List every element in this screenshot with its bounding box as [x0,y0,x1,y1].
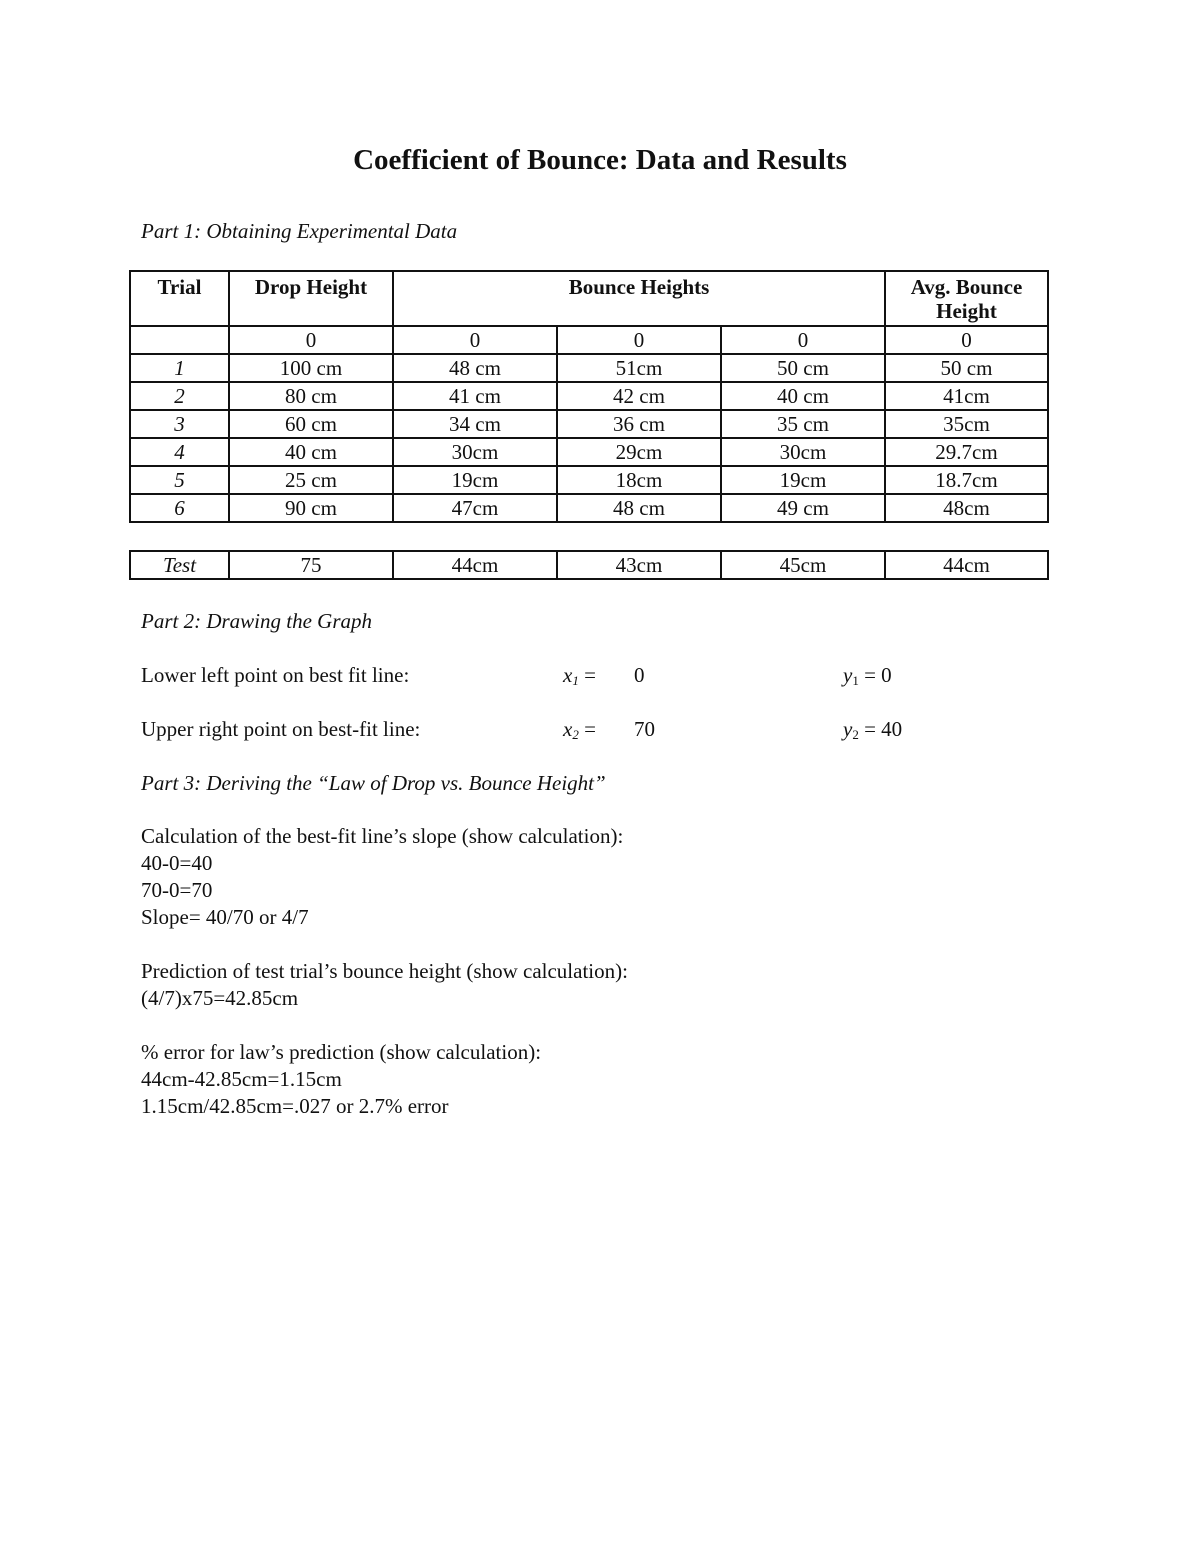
table-cell: 0 [393,326,557,354]
test-trial-table [129,550,1049,580]
x1-value: 0 [634,663,645,687]
calculation-block [141,823,628,1120]
bounce-data-table [129,270,1049,523]
table-cell: 80 cm [229,382,393,410]
table-cell: 60 cm [229,410,393,438]
part3-heading: Part 3: Deriving the “Law of Drop vs. Bounce Height” [141,771,606,795]
table-row-units [130,326,1048,354]
y1-value: $y_1 = 0$ [843,663,892,688]
header-bounce-heights: Bounce Heights [393,271,885,326]
table-row [130,438,1048,466]
upper-point-label: Upper right point on best-fit line: [141,717,421,741]
table-cell: 0 [557,326,721,354]
table-cell [130,326,229,354]
table-row [130,466,1048,494]
slope-prompt: Calculation of the best-fit line’s slope (show calculation): [141,824,624,848]
table-cell: 42 cm [557,382,721,410]
table-row [130,494,1048,522]
table-cell: 45cm [721,551,885,579]
calc-line: (4/7)x75=42.85cm [141,986,299,1010]
test-label: Test [130,551,229,579]
trial-number: 4 [130,438,229,466]
trial-number: 2 [130,382,229,410]
trial-number: 3 [130,410,229,438]
table-cell: 50 cm [721,354,885,382]
table-cell: 44cm [393,551,557,579]
table-cell: 29.7cm [885,438,1048,466]
table-cell: 50 cm [885,354,1048,382]
trial-number: 6 [130,494,229,522]
header-avg-bounce: Avg. Bounce Height [885,271,1048,326]
table-cell: 30cm [721,438,885,466]
table-header-row [130,271,1048,326]
calc-line: 70-0=70 [141,878,213,902]
table-cell: 0 [229,326,393,354]
header-trial: Trial [130,271,229,326]
table-cell: 40 cm [229,438,393,466]
table-cell: 75 [229,551,393,579]
calc-line: 44cm-42.85cm=1.15cm [141,1067,342,1091]
y2-value: $y_2 = 40$ [843,717,903,742]
table-cell: 0 [721,326,885,354]
x2-label: $x_2$ = [563,717,596,742]
table-cell: 30cm [393,438,557,466]
table-cell: 90 cm [229,494,393,522]
prediction-prompt: Prediction of test trial’s bounce height (show calculation): [141,959,628,983]
table-cell: 19cm [721,466,885,494]
table-cell: 18cm [557,466,721,494]
table-cell: 0 [885,326,1048,354]
x1-label: $x_1$ = [563,663,596,688]
page-title: Coefficient of Bounce: Data and Results [353,144,847,176]
table-row [130,382,1048,410]
table-cell: 19cm [393,466,557,494]
error-prompt: % error for law’s prediction (show calculation): [141,1040,542,1064]
table-cell: 43cm [557,551,721,579]
header-drop-height: Drop Height [229,271,393,326]
calc-line: 1.15cm/42.85cm=.027 or 2.7% error [141,1094,449,1118]
table-cell: 47cm [393,494,557,522]
table-row [130,354,1048,382]
calc-line: 40-0=40 [141,851,213,875]
table-cell: 18.7cm [885,466,1048,494]
part2-heading: Part 2: Drawing the Graph [141,609,372,633]
table-cell: 48 cm [557,494,721,522]
table-cell: 41cm [885,382,1048,410]
table-cell: 36 cm [557,410,721,438]
table-cell: 51cm [557,354,721,382]
table-cell: 35 cm [721,410,885,438]
test-row [130,551,1048,579]
table-cell: 41 cm [393,382,557,410]
table-cell: 29cm [557,438,721,466]
x2-value: 70 [634,717,655,741]
trial-number: 5 [130,466,229,494]
trial-number: 1 [130,354,229,382]
part1-heading: Part 1: Obtaining Experimental Data [141,219,458,243]
table-row [130,410,1048,438]
lower-point-label: Lower left point on best fit line: [141,663,410,687]
table-cell: 25 cm [229,466,393,494]
table-cell: 40 cm [721,382,885,410]
table-cell: 49 cm [721,494,885,522]
table-cell: 34 cm [393,410,557,438]
table-cell: 48cm [885,494,1048,522]
table-cell: 48 cm [393,354,557,382]
table-cell: 44cm [885,551,1048,579]
table-cell: 100 cm [229,354,393,382]
table-cell: 35cm [885,410,1048,438]
calc-line: Slope= 40/70 or 4/7 [141,905,309,929]
